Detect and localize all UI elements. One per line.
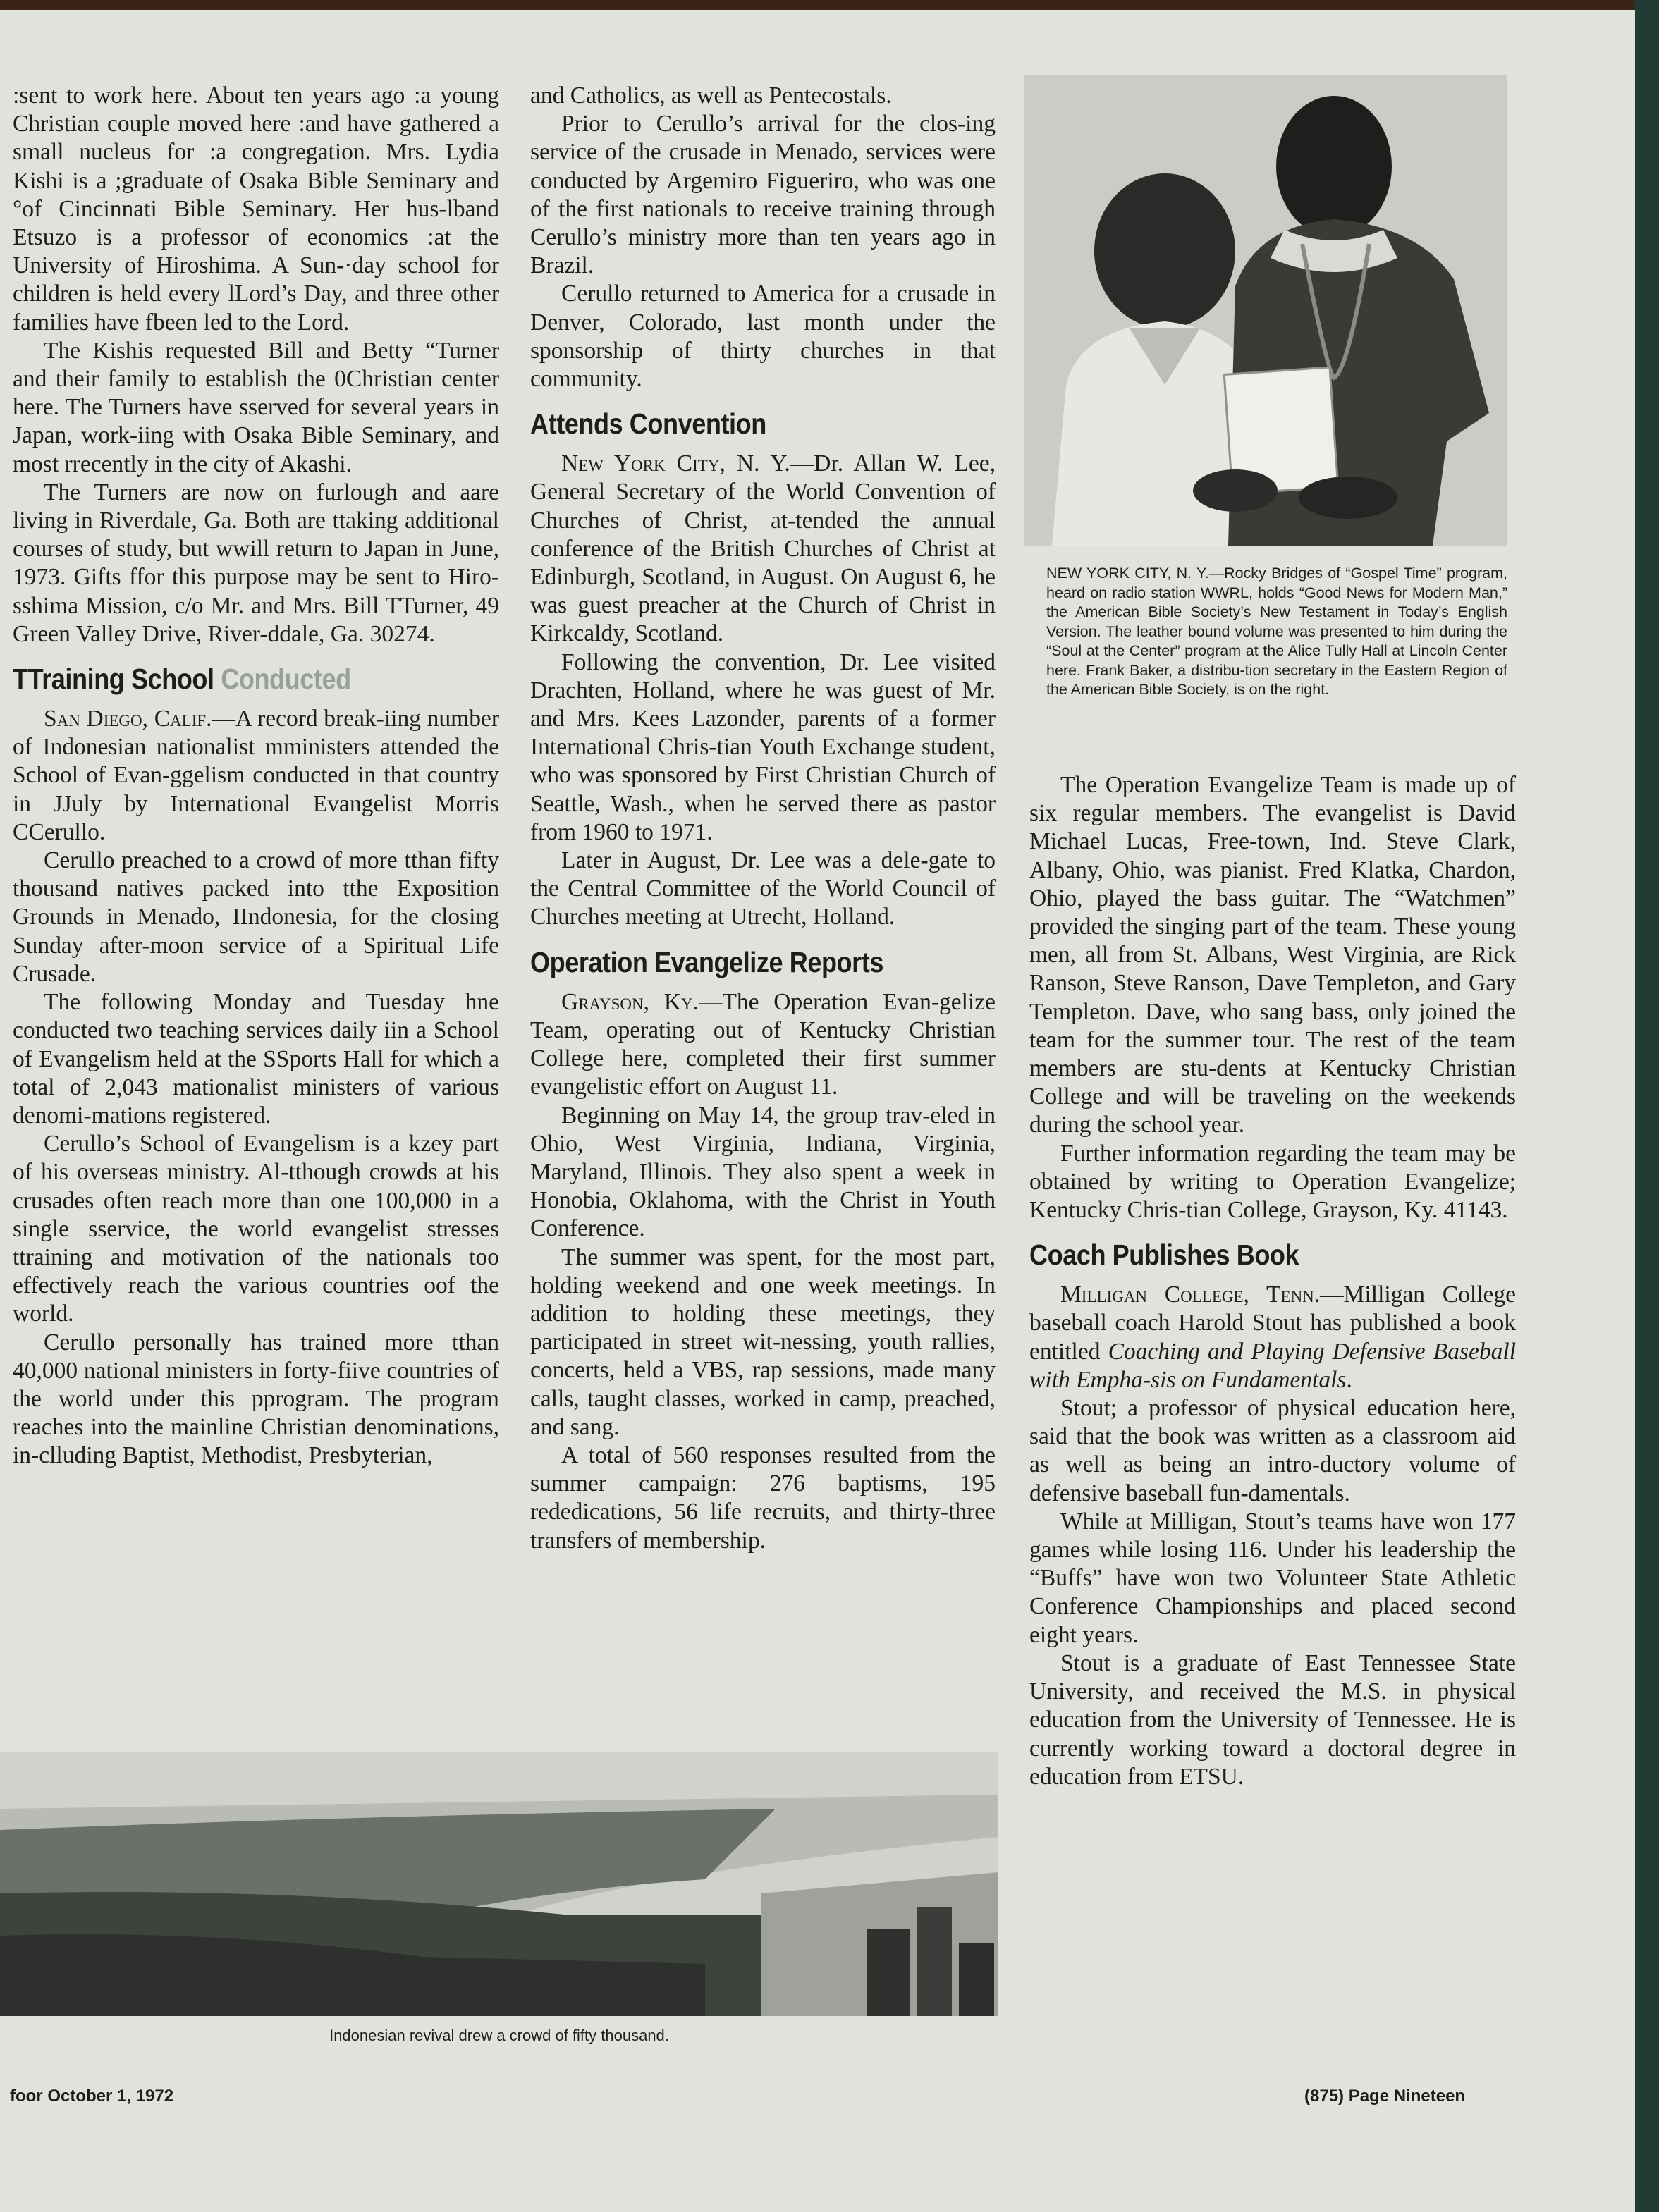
headline-attends-convention: Attends Convention: [530, 407, 766, 441]
crowd-illustration: [0, 1752, 998, 2016]
headline-operation-evangelize: Operation Evangelize Reports: [530, 945, 883, 978]
body-paragraph: While at Milligan, Stout’s teams have won 177 games while losing 116. Under his leadership the “Buffs” have won two Volunteer State Athletic Conference Championships and placed second eight years.: [1029, 1508, 1516, 1648]
body-paragraph: Cerullo preached to a crowd of more tthan fifty thousand natives packed into tthe Exposition Grounds in Menado, IIndonesia, for the closing Sunday after-moon service of a Spiritual Life Crusade.: [13, 847, 499, 987]
photo-rocky-bridges: [1024, 75, 1507, 546]
footer-date: foor October 1, 1972: [10, 2087, 174, 2106]
body-paragraph: New York City, N. Y.—Dr. Allan W. Lee, General Secretary of the World Convention of Churches of Christ, at-tended the annual conference of the British Churches of Christ at Edinburgh, Scotland, in August. On August 6, he was guest preacher at the Church of Christ in Kirkcaldy, Scotland.: [530, 450, 996, 647]
dateline: Milligan College, Tenn.: [1060, 1282, 1321, 1308]
dateline: New York City, N. Y.: [561, 450, 790, 477]
body-paragraph: Grayson, Ky.—The Operation Evan-gelize Team, operating out of Kentucky Christian College here, completed their first summer evangelistic effort on August 11.: [530, 988, 996, 1100]
column-right: [1029, 771, 1516, 1791]
page-top-edge: [0, 0, 1659, 10]
body-paragraph: Further information regarding the team may be obtained by writing to Operation Evangelize; Kentucky Chris-tian College, Grayson, Ky. 41143.: [1029, 1140, 1516, 1224]
crowd-photo-caption: Indonesian revival drew a crowd of fifty thousand.: [329, 2027, 669, 2044]
body-paragraph: and Catholics, as well as Pentecostals.: [530, 82, 892, 109]
body-paragraph: Later in August, Dr. Lee was a dele-gate to the Central Committee of the World Council of Churches meeting at Utrecht, Holland.: [530, 847, 996, 930]
headline-training-school: TTraining School Conducted: [13, 663, 351, 696]
column-middle: [530, 82, 996, 1555]
body-paragraph: The summer was spent, for the most part, holding weekend and one week meetings. In addition to holding these meetings, they participated in street wit-nessing, youth rallies, concerts, held a VBS, rap sessions, made many calls, taught classes, worked in camp, preached, and sang.: [530, 1243, 996, 1440]
body-paragraph: Cerullo returned to America for a crusade in Denver, Colorado, last month under the sponsorship of thirty churches in that community.: [530, 281, 996, 393]
body-paragraph: The following Monday and Tuesday hne conducted two teaching services daily iin a School of Evangelism held at the SSports Hall for which a total of 2,043 mationalist ministers of various denomi-mations registered.: [13, 989, 499, 1129]
body-paragraph: Prior to Cerullo’s arrival for the clos-ing service of the crusade in Menado, services were conducted by Argemiro Figueriro, who was one of the first nationals to receive training through Cerullo’s ministry more than ten years ago in Brazil.: [530, 111, 996, 279]
photo-illustration: [1024, 75, 1507, 546]
body-paragraph: San Diego, Calif.—A record break-iing number of Indonesian nationalist mministers attended the School of Evan-ggelism conducted in that country in JJuly by International Evangelist Morris CCerullo.: [13, 706, 499, 845]
body-paragraph: The Operation Evangelize Team is made up of six regular members. The evangelist is David Michael Lucas, Free-town, Ind. Steve Clark, Albany, Ohio, was pianist. Fred Klatka, Chardon, Ohio, played the bass guitar. The “Watchmen” provided the singing part of the team. These young men, all from St. Albans, West Virginia, are Rick Ranson, Steve Ranson, Dave Templeton, and Gary Templeton. Dave, who sang bass, only joined the team for the summer tour. The rest of the team members are stu-dents at Kentucky Christian College and will be traveling on the weekends during the school year.: [1029, 772, 1516, 1138]
column-left: [13, 82, 499, 1470]
body-paragraph: :sent to work here. About ten years ago :a young Christian couple moved here :and have gathered a small nucleus for :a congregation. Mrs. Lydia Kishi is a ;graduate of Osaka Bible Seminary and °of Cincinnati Bible Seminary. Her hus-lband Etsuzo is a professor of economics :at the University of Hiroshima. A Sun-·day school for children is held every lLord’s Day, and three other families have fbeen led to the Lord.: [13, 82, 499, 336]
dateline: Grayson, Ky.: [561, 988, 699, 1015]
page-right-edge: [1635, 0, 1659, 2212]
body-paragraph: Beginning on May 14, the group trav-eled in Ohio, West Virginia, Indiana, Virginia, Maryland, Illinois. They also spent a week in Honobia, Oklahoma, with the Christ in Youth Conference.: [530, 1102, 996, 1242]
headline-faded-word: Conducted: [221, 663, 351, 696]
dateline: San Diego, Calif.: [44, 706, 212, 732]
body-paragraph: Following the convention, Dr. Lee visited Drachten, Holland, where he was guest of Mr. and Mrs. Kees Lazonder, parents of a former International Chris-tian Youth Exchange student, who was sponsored by First Christian Church of Seattle, Wash., when he served there as pastor from 1960 to 1971.: [530, 649, 996, 845]
photo-caption: NEW YORK CITY, N. Y.—Rocky Bridges of “Gospel Time” program, heard on radio station WWRL, holds “Good News for Modern Man,” the American Bible Society’s New Testament in Today’s English Version. The leather bound volume was presented to him during the “Soul at the Center” program at the Alice Tully Hall at Lincoln Center here. Frank Baker, a distribu-tion secretary in the Eastern Region of the American Bible Society, is on the right.: [1046, 565, 1507, 698]
body-paragraph: Stout; a professor of physical education here, said that the book was written as a classroom aid as well as being an intro-ductory volume of defensive baseball fun-damentals.: [1029, 1395, 1516, 1506]
footer-page-number: (875) Page Nineteen: [1304, 2087, 1466, 2106]
headline-coach-publishes-book: Coach Publishes Book: [1029, 1239, 1299, 1272]
body-paragraph: The Kishis requested Bill and Betty “Turner and their family to establish the 0Christian center here. The Turners have sserved for several years in Japan, work-iing with Osaka Bible Seminary, and most rrecently in the city of Akashi.: [13, 337, 499, 477]
body-paragraph: Cerullo personally has trained more tthan 40,000 national ministers in forty-fiive countries of the world under this pprogram. The program reaches into the mainline Christian denominations, in-clluding Baptist, Methodist, Presbyterian,: [13, 1329, 499, 1469]
book-title: Coaching and Playing Defensive Baseball with Empha-sis on Fundamentals: [1029, 1338, 1516, 1393]
photo-indonesian-crowd: [0, 1752, 998, 2016]
body-paragraph: A total of 560 responses resulted from the summer campaign: 276 baptisms, 195 rededications, 56 life recruits, and thirty-three transfers of membership.: [530, 1442, 996, 1554]
body-paragraph: Stout is a graduate of East Tennessee State University, and received the M.S. in physical education from the University of Tennessee. He is currently working toward a doctoral degree in education from ETSU.: [1029, 1649, 1516, 1790]
body-paragraph: Milligan College, Tenn.—Milligan College baseball coach Harold Stout has published a book entitled Coaching and Playing Defensive Baseball with Empha-sis on Fundamentals.: [1029, 1282, 1516, 1393]
body-paragraph: The Turners are now on furlough and aare living in Riverdale, Ga. Both are ttaking additional courses of study, but wwill return to Japan in June, 1973. Gifts ffor this purpose may be sent to Hiro-sshima Mission, c/o Mr. and Mrs. Bill TTurner, 49 Green Valley Drive, River-ddale, Ga. 30274.: [13, 479, 499, 647]
body-paragraph: Cerullo’s School of Evangelism is a kzey part of his overseas ministry. Al-tthough crowds at his crusades often reach more than one 100,000 in a single sservice, the world evangelist stresses ttraining and motivation of the nationals too effectively reach the various countries oof the world.: [13, 1131, 499, 1327]
